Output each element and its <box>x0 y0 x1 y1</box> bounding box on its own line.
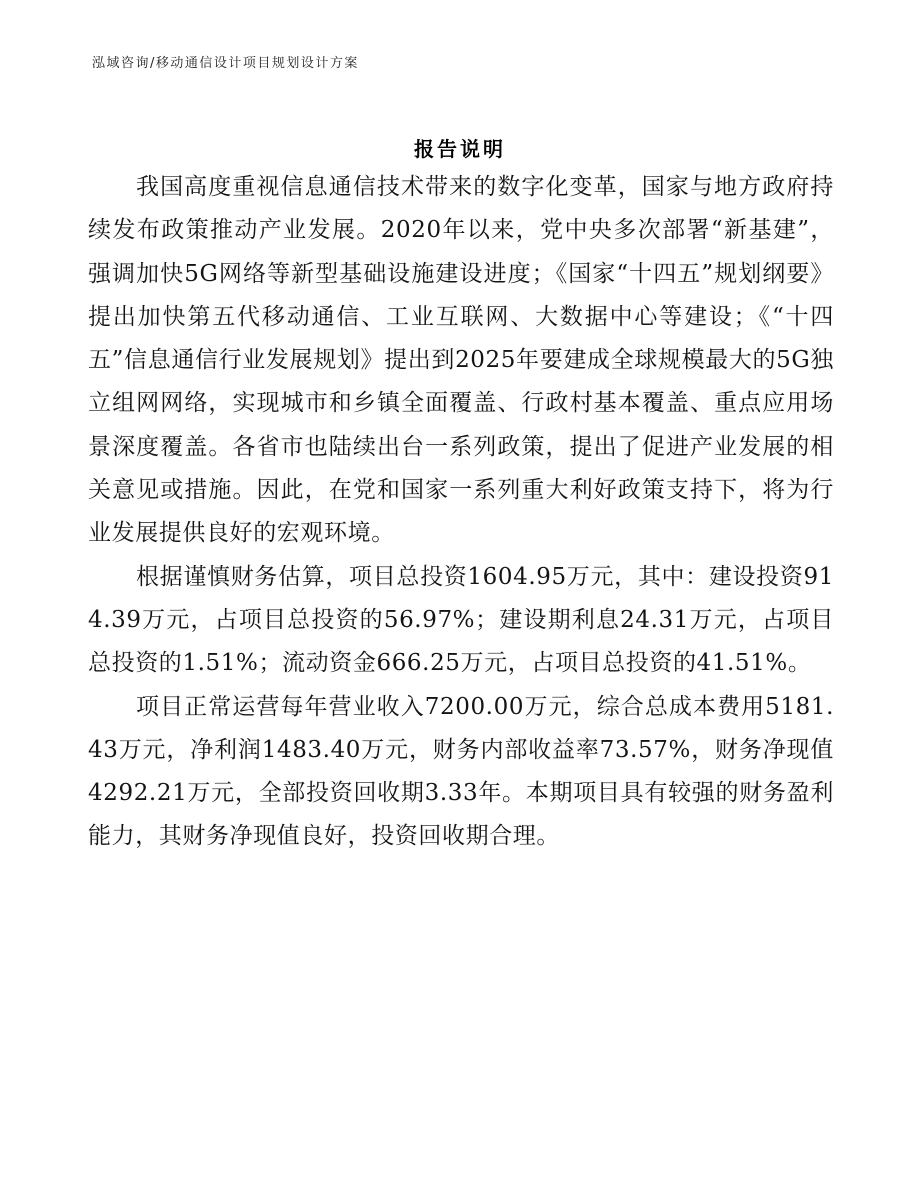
running-header: 泓域咨询/移动通信设计项目规划设计方案 <box>92 56 359 71</box>
page-title: 报告说明 <box>414 137 506 162</box>
paragraph-investment-estimate: 根据谨慎财务估算，项目总投资1604.95万元，其中：建设投资914.39万元，占项目总投资的56.97%；建设期利息24.31万元，占项目总投资的1.51%；流动资金666.25万元，占项目总投资的41.51%。 <box>88 563 834 677</box>
paragraph-policy-background: 我国高度重视信息通信技术带来的数字化变革，国家与地方政府持续发布政策推动产业发展。2020年以来，党中央多次部署“新基建”，强调加快5G网络等新型基础设施建设进度；《国家“十四五”规划纲要》提出加快第五代移动通信、工业互联网、大数据中心等建设；《“十四五”信息通信行业发展规划》提出到2025年要建成全球规模最大的5G独立组网网络，实现城市和乡镇全面覆盖、行政村基本覆盖、重点应用场景深度覆盖。各省市也陆续出台一系列政策，提出了促进产业发展的相关意见或措施。因此，在党和国家一系列重大利好政策支持下，将为行业发展提供良好的宏观环境。 <box>88 174 834 547</box>
document-body <box>88 166 834 859</box>
paragraph-financial-returns: 项目正常运营每年营业收入7200.00万元，综合总成本费用5181.43万元，净利润1483.40万元，财务内部收益率73.57%，财务净现值4292.21万元，全部投资回收期3.33年。本期项目具有较强的财务盈利能力，其财务净现值良好，投资回收期合理。 <box>88 693 834 850</box>
